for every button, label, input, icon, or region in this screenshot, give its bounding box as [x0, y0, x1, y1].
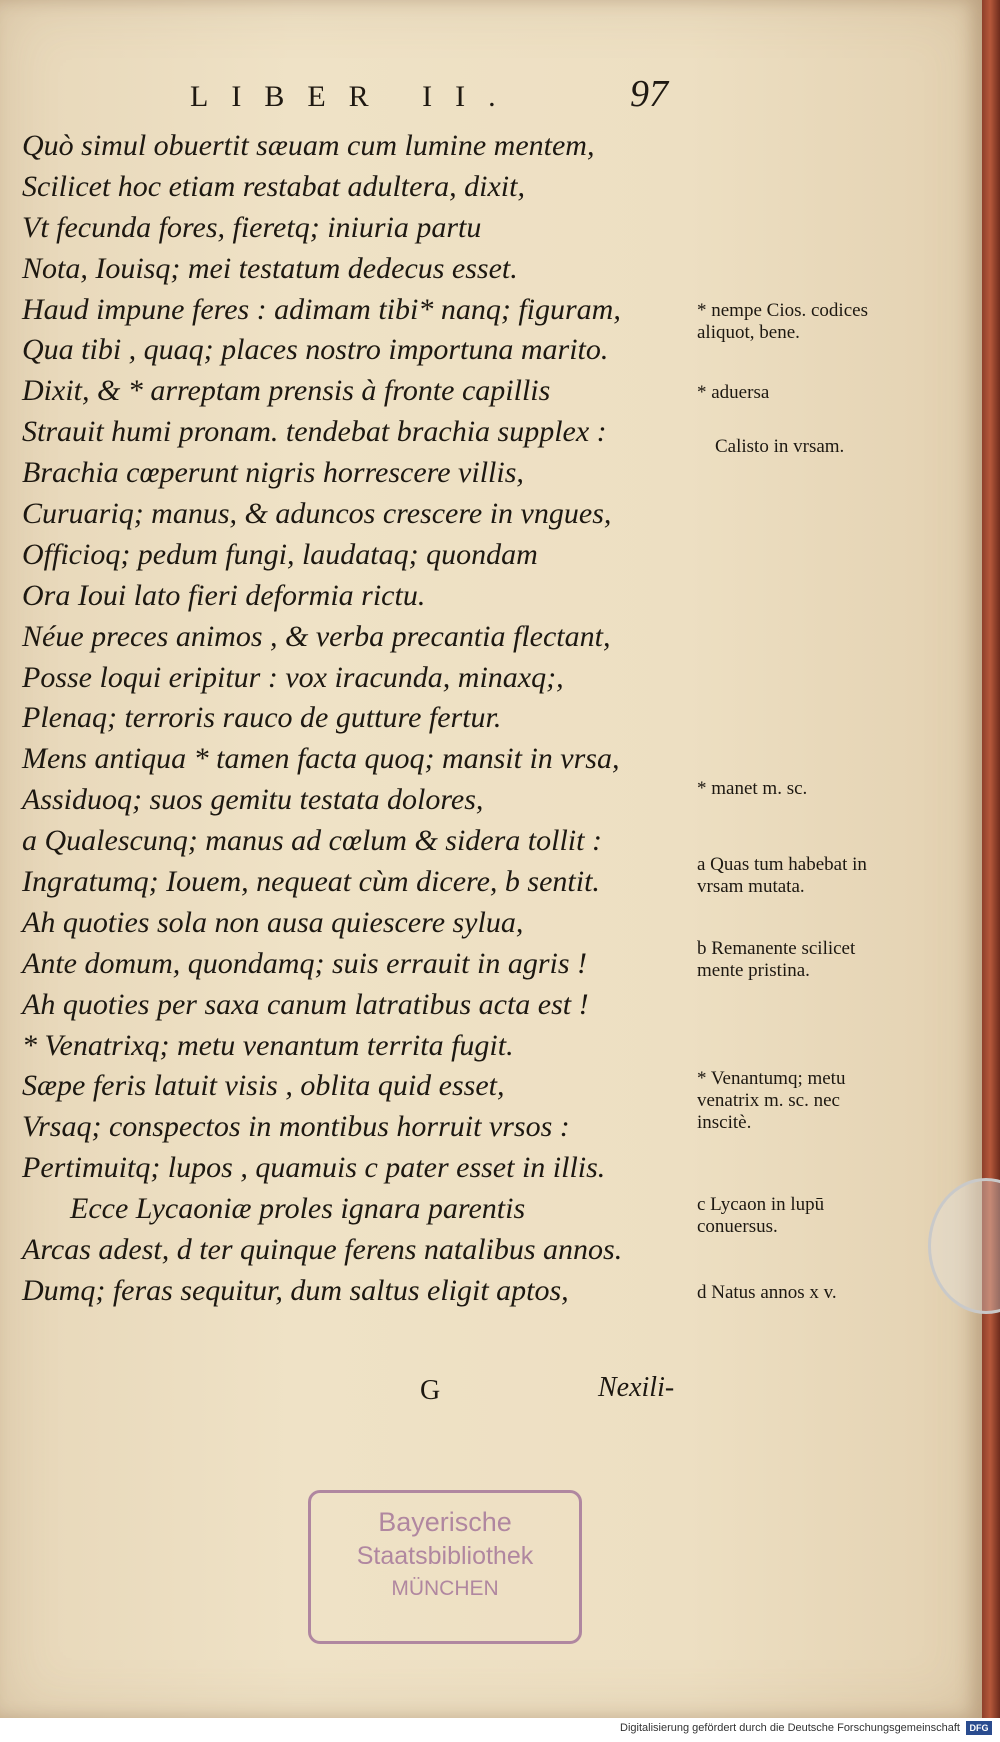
page-number: 97 [630, 73, 668, 115]
verse-line: Ingratumq; Iouem, nequeat cùm dicere, b sentit. [22, 865, 600, 899]
margin-note: d Natus annos x v. [697, 1282, 837, 1303]
margin-note: * manet m. sc. [697, 778, 808, 799]
verse-line: Assiduoq; suos gemitu testata dolores, [22, 783, 484, 817]
margin-note: a Quas tum habebat in vrsam mutata. [697, 854, 867, 897]
stamp-line: Staatsbibliothek [356, 1542, 534, 1570]
verse-line: Ah quoties sola non ausa quiescere sylua, [22, 905, 524, 939]
verse-line: Pertimuitq; lupos , quamuis c pater esset in illis. [22, 1151, 606, 1185]
verse-text [22, 126, 712, 1312]
verse-line: Vrsaq; conspectos in montibus horruit vrsos : [22, 1110, 570, 1144]
verse-line: Sæpe feris latuit visis , oblita quid esset, [22, 1069, 505, 1103]
verse-line: Ora Ioui lato fieri deformia rictu. [22, 578, 426, 612]
verse-line: Plenaq; terroris rauco de gutture fertur. [22, 701, 502, 735]
verse-line: Vt fecunda fores, fieretq; iniuria partu [22, 210, 482, 244]
page-edge [982, 0, 1000, 1718]
verse-line: Ah quoties per saxa canum latratibus acta est ! [22, 987, 589, 1021]
verse-line: Néue preces animos , & verba precantia flectant, [22, 619, 611, 653]
margin-note: * Venantumq; metu venatrix m. sc. nec inscitè. [697, 1068, 846, 1133]
verse-line: Qua tibi , quaq; places nostro importuna marito. [22, 333, 609, 367]
catchword: Nexili- [598, 1372, 675, 1403]
verse-line: Haud impune feres : adimam tibi* nanq; figuram, [22, 292, 621, 326]
verse-line: Dixit, & * arreptam prensis à fronte capillis [22, 374, 551, 408]
verse-line: Nota, Iouisq; mei testatum dedecus esset. [22, 251, 518, 285]
signature-mark: G [420, 1375, 441, 1406]
margin-note: * aduersa [697, 382, 770, 403]
verse-line: Quò simul obuertit sæuam cum lumine mentem, [22, 129, 595, 162]
margin-note: b Remanente scilicet mente pristina. [697, 938, 856, 981]
verse-line: * Venatrixq; metu venantum territa fugit. [22, 1028, 514, 1062]
verse-line: Ecce Lycaoniæ proles ignara parentis [70, 1192, 526, 1226]
verse-line: Scilicet hoc etiam restabat adultera, dixit, [22, 169, 525, 203]
stamp-line: Bayerische [378, 1507, 512, 1537]
verse-line: Mens antiqua * tamen facta quoq; mansit in vrsa, [22, 742, 620, 776]
footer-credit: Digitalisierung gefördert durch die Deutsche Forschungsgemeinschaft [620, 1722, 960, 1734]
verse-line: Arcas adest, d ter quinque ferens natalibus annos. [22, 1233, 623, 1267]
margin-note: Calisto in vrsam. [715, 436, 845, 457]
library-stamp [308, 1490, 582, 1644]
verse-line: Officioq; pedum fungi, laudataq; quondam [22, 537, 538, 571]
running-head: LIBER II. [190, 80, 519, 113]
verse-line: a Qualescunq; manus ad cœlum & sidera tollit : [22, 824, 602, 858]
verse-line: Curuariq; manus, & aduncos crescere in vngues, [22, 497, 612, 531]
verse-line: Ante domum, quondamq; suis errauit in agris ! [22, 946, 587, 980]
verse-line: Strauit humi pronam. tendebat brachia supplex : [22, 415, 607, 449]
stamp-line: MÜNCHEN [391, 1577, 499, 1600]
verse-line: Posse loqui eripitur : vox iracunda, minaxq;, [22, 660, 564, 694]
margin-note: * nempe Cios. codices aliquot, bene. [697, 300, 868, 343]
margin-note: c Lycaon in lupū conuersus. [697, 1194, 825, 1237]
verse-line: Dumq; feras sequitur, dum saltus eligit aptos, [22, 1273, 569, 1307]
dfg-logo-icon: DFG [966, 1721, 992, 1735]
verse-line: Brachia cœperunt nigris horrescere villis, [22, 456, 524, 490]
